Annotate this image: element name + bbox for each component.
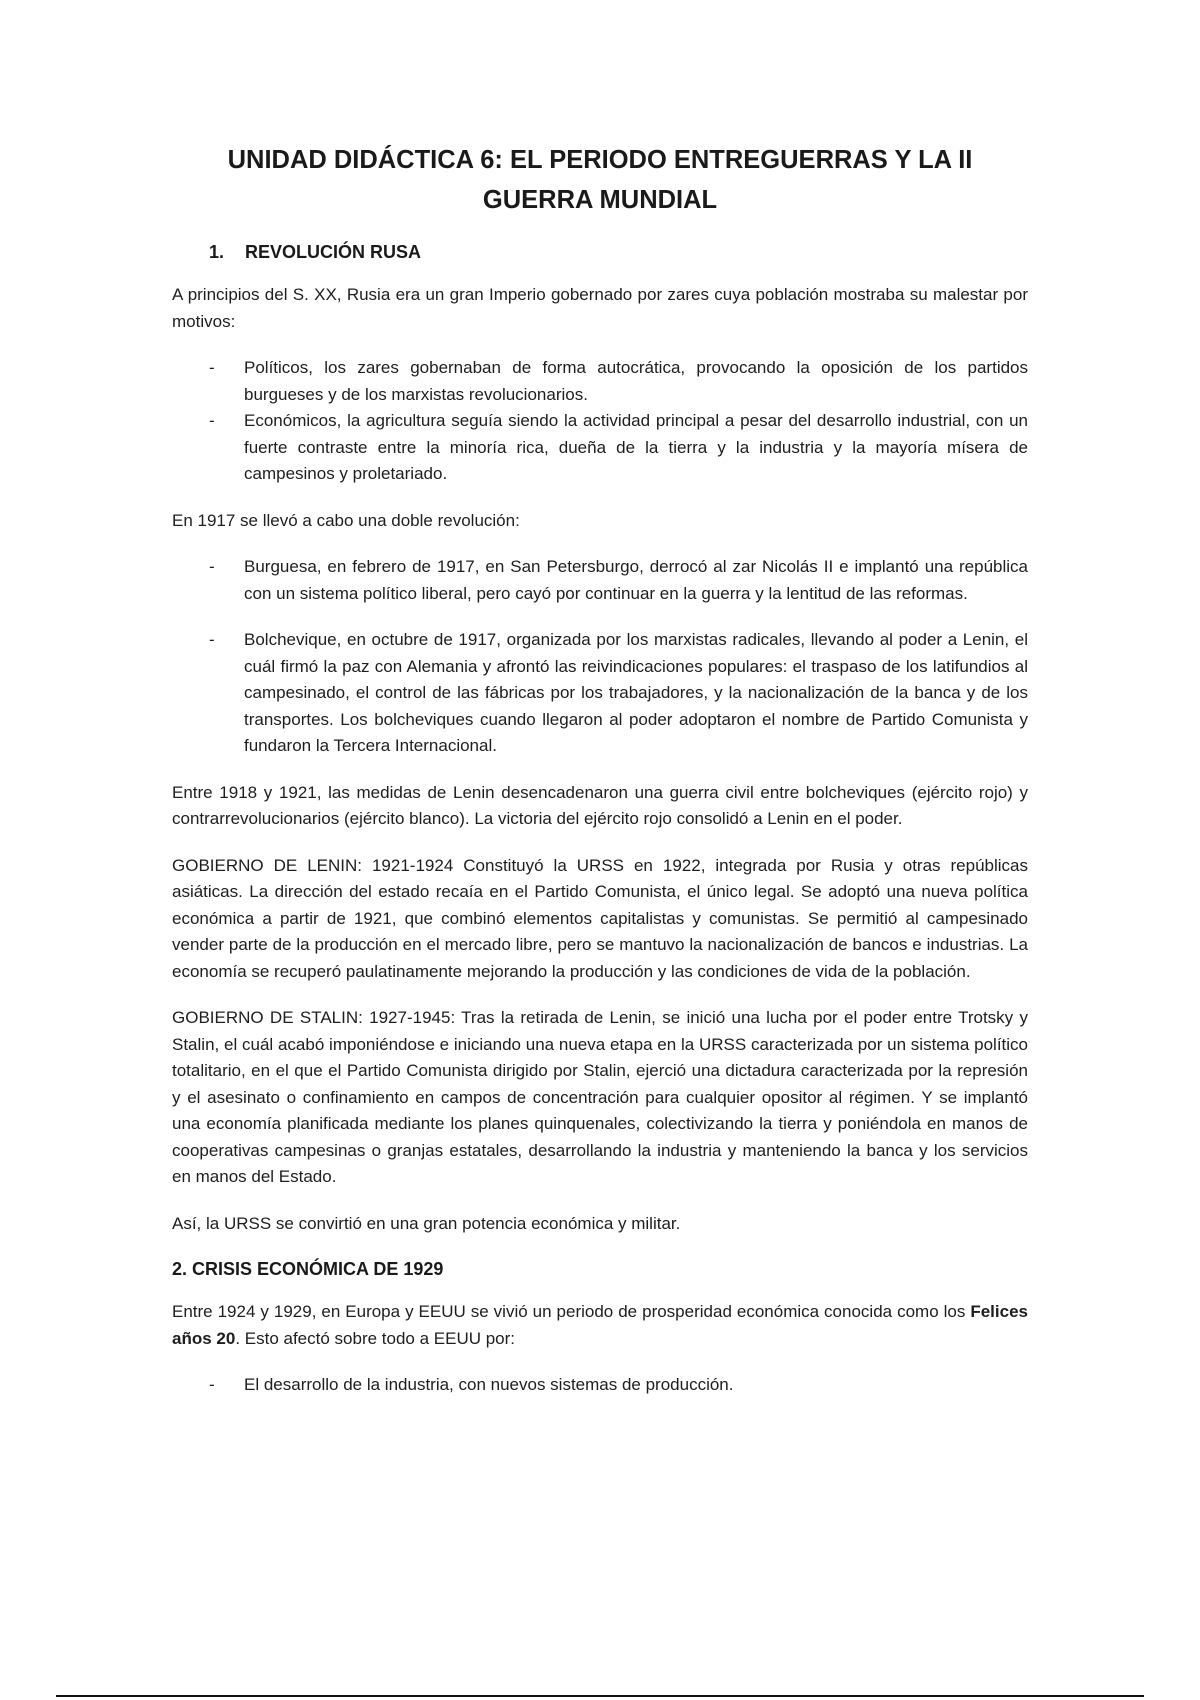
footer-rule bbox=[56, 1695, 1144, 1697]
page-title: UNIDAD DIDÁCTICA 6: EL PERIODO ENTREGUERRAS Y LA II GUERRA MUNDIAL bbox=[227, 146, 973, 214]
conclusion-paragraph: Así, la URSS se convirtió en una gran potencia económica y militar. bbox=[172, 1213, 681, 1233]
dash-bullet: - bbox=[209, 411, 215, 430]
lenin-paragraph: GOBIERNO DE LENIN: 1921-1924 Constituyó la URSS en 1922, integrada por Rusia y otras repúblicas asiáticas. La dirección del estado recaía en el Partido Comunista, el único legal. Se adoptó una nueva política económica a partir de 1921, que combinó elementos capitalistas y comunistas. Se permitió al campesinado vender parte de la producción en el mercado libre, pero se mantuvo la nacionalización de bancos e industrias. La economía se recuperó paulatinamente mejorando la producción y las condiciones de vida de la población. bbox=[172, 855, 1028, 981]
section-1-number: 1. bbox=[209, 242, 225, 262]
list-item: - Bolchevique, en octubre de 1917, organizada por los marxistas radicales, llevando al poder a Lenin, el cuál firmó la paz con Alemania y afrontó las reivindicaciones populares: el traspaso de los latifundios al campesinado, el control de las fábricas por los trabajadores, y la nacionalización de la banca y de los transportes. Los bolcheviques cuando llegaron al poder adoptaron el nombre de Partido Comunista y fundaron la Tercera Internacional. bbox=[172, 627, 1028, 760]
section-2-intro: Entre 1924 y 1929, en Europa y EEUU se vivió un periodo de prosperidad económica conocida como los Felices años 20. Esto afectó sobre todo a EEUU por: bbox=[172, 1302, 1028, 1348]
felices-anos-20: Felices años 20 bbox=[172, 1302, 1028, 1348]
list-item: - Económicos, la agricultura seguía siendo la actividad principal a pesar del desarrollo industrial, con un fuerte contraste entre la minoría rica, dueña de la tierra y la industria y la mayoría mísera de campesinos y proletariado. bbox=[172, 408, 1028, 488]
list-item: - Políticos, los zares gobernaban de forma autocrática, provocando la oposición de los partidos burgueses y de los marxistas revolucionarios. bbox=[172, 355, 1028, 408]
revolutions-list bbox=[172, 554, 1028, 760]
dash-bullet: - bbox=[209, 358, 215, 377]
dash-bullet: - bbox=[209, 557, 215, 576]
motives-list bbox=[172, 355, 1028, 488]
causes-list bbox=[172, 1372, 1028, 1399]
section-2-heading: 2. CRISIS ECONÓMICA DE 1929 bbox=[172, 1259, 444, 1279]
list-item: - Burguesa, en febrero de 1917, en San Petersburgo, derrocó al zar Nicolás II e implantó una república con un sistema político liberal, pero cayó por continuar en la guerra y la lentitud de las reformas. bbox=[172, 554, 1028, 607]
section-1-heading-text: REVOLUCIÓN RUSA bbox=[245, 242, 422, 262]
list-item: - El desarrollo de la industria, con nuevos sistemas de producción. bbox=[172, 1372, 1028, 1399]
stalin-paragraph: GOBIERNO DE STALIN: 1927-1945: Tras la retirada de Lenin, se inició una lucha por el poder entre Trotsky y Stalin, el cuál acabó imponiéndose e iniciando una nueva etapa en la URSS caracterizada por un sistema político totalitario, en el que el Partido Comunista dirigido por Stalin, ejerció una dictadura caracterizada por la represión y el asesinato o confinamiento en campos de concentración para cualquier opositor al régimen. Y se implantó una economía planificada mediante los planes quinquenales, colectivizando la tierra y poniéndola en manos de cooperativas campesinas o granjas estatales, desarrollando la industria y manteniendo la banca y los servicios en manos del Estado. bbox=[172, 1008, 1028, 1186]
civil-war-paragraph: Entre 1918 y 1921, las medidas de Lenin desencadenaron una guerra civil entre bolcheviques (ejército rojo) y contrarrevolucionarios (ejército blanco). La victoria del ejército rojo consolidó a Lenin en el poder. bbox=[172, 782, 1028, 828]
section-1-heading bbox=[172, 240, 1028, 264]
document-page bbox=[172, 140, 1028, 1419]
section-1-intro: A principios del S. XX, Rusia era un gran Imperio gobernado por zares cuya población mostraba su malestar por motivos: bbox=[172, 285, 1028, 331]
revolution-intro: En 1917 se llevó a cabo una doble revolución: bbox=[172, 510, 520, 530]
dash-bullet: - bbox=[209, 1375, 215, 1394]
dash-bullet: - bbox=[209, 630, 215, 649]
